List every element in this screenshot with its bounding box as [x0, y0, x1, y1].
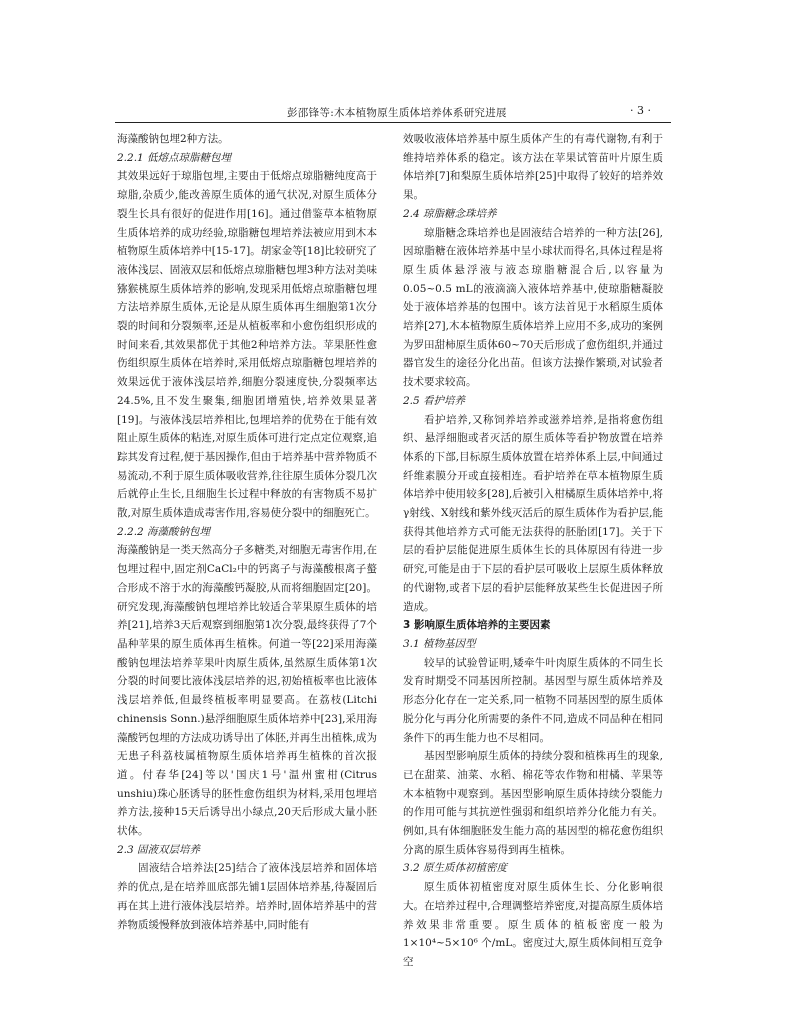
section-heading-2-5: 2.5 看护培养: [403, 394, 466, 407]
page-header: [115, 104, 671, 123]
paragraph-3-1-b: 基因型影响原生质体的持续分裂和植株再生的现象,已在甜菜、油菜、水稻、棉花等农作物和柑橘、苹果等木本植物中观察到。基因型影响原生质体持续分裂能力的作用可能与其抗逆性强弱和组织培养分化能力有关。例如,具有体细胞胚发生能力高的基因型的棉花愈伤组织分离的原生质体容易得到再生植株。: [403, 750, 663, 856]
paragraph-intro: 海藻酸钠包埋2种方法。: [117, 133, 229, 145]
section-heading-2-2-1: 2.2.1 低熔点琼脂糖包埋: [117, 151, 232, 164]
paragraph-continued: 效吸收液体培养基中原生质体产生的有毒代谢物,有利于维持培养体系的稳定。该方法在苹果试管苗叶片原生质体培养[7]和梨原生质体培养[25]中取得了较好的培养效果。: [403, 133, 663, 202]
running-title: 彭邵锋等:木本植物原生质体培养体系研究进展: [287, 107, 507, 119]
section-heading-3-1: 3.1 植物基因型: [403, 637, 476, 650]
section-heading-2-4: 2.4 琼脂糖念珠培养: [403, 207, 497, 220]
paragraph-2-4: 琼脂糖念珠培养也是固液结合培养的一种方法[26],因琼脂糖在液体培养基中呈小球状而得名,具体过程是将原生质体悬浮液与液态琼脂糖混合后,以容量为0.05~0.5 mL的液滴滴入液体培养基中,使琼脂糖凝胶处于液体培养基的包围中。该方法首见于水稻原生质体培养[27],木本植物原生质体培养上应用不多,成功的案例为罗田甜柿原生质体60~70天后形成了愈伤组织,并通过器官发生的途径分化出苗。但该方法操作繁琐,对试验者技术要求较高。: [403, 226, 663, 389]
paragraph-3-1-a: 较早的试验曾证明,矮牵牛叶肉原生质体的不同生长发育时期受不同基因所控制。基因型与原生质体培养及形态分化存在一定关系,同一植物不同基因型的原生质体脱分化与再分化所需要的条件不同,造成不同品种在相同条件下的再生能力也不尽相同。: [403, 656, 663, 744]
paragraph-2-2-2: 海藻酸钠是一类天然高分子多糖类,对细胞无毒害作用,在包埋过程中,固定剂CaCl₂中的钙离子与海藻酸根离子螯合形成不溶于水的海藻酸钙凝胶,从而将细胞固定[20]。研究发现,海藻酸钠包埋培养比较适合苹果原生质体的培养[21],培养3天后观察到细胞第1次分裂,最终获得了7个晶种苹果的原生质体再生植株。何道一等[22]采用海藻酸钠包埋法培养苹果叶肉原生质体,虽然原生质体第1次分裂的时间要比液体浅层培养的迟,初始植板率也比液体浅层培养低,但最终植板率明显要高。在荔枝(Litchi chinensis Sonn.)悬浮细胞原生质体培养中[23],采用海藻酸钙包埋的方法成功诱导出了体胚,并再生出植株,成为无患子科荔枝属植物原生质体培养再生植株的首次报道。付春华[24]等以'国庆1号'温州蜜柑(Citrus unshiu)珠心胚诱导的胚性愈伤组织为材料,采用包埋培养方法,接种15天后诱导出小绿点,20天后形成大量小胚状体。: [117, 544, 377, 838]
page-number: · 3 ·: [630, 104, 651, 117]
section-heading-3: 3 影响原生质体培养的主要因素: [403, 619, 551, 632]
section-heading-2-2-2: 2.2.2 海藻酸钠包埋: [117, 525, 211, 538]
paragraph-2-3: 固液结合培养法[25]结合了液体浅层培养和固体培养的优点,是在培养皿底部先铺1层固体培养基,待凝固后再在其上进行液体浅层培养。培养时,固体培养基中的营养物质缓慢释放到液体培养基中,同时能有: [117, 862, 377, 931]
left-column: [117, 130, 377, 934]
paragraph-2-2-1: 其效果远好于琼脂包埋,主要由于低熔点琼脂糖纯度高于琼脂,杂质少,能改善原生质体的通气状况,对原生质体分裂生长具有很好的促进作用[16]。通过借鉴草本植物原生质体培养的成功经验,琼脂糖包埋培养法被应用到木本植物原生质体培养中[15-17]。胡家金等[18]比较研究了液体浅层、固液双层和低熔点琼脂糖包埋3种方法对美味猕猴桃原生质体培养的影响,发现采用低熔点琼脂糖包埋方法培养原生质体,无论是从原生质体再生细胞第1次分裂的时间和分裂频率,还是从植板率和小愈伤组织形成的时间来看,其效果都优于其他2种培养方法。苹果胚性愈伤组织原生质体在培养时,采用低熔点琼脂糖包埋培养的效果远优于液体浅层培养,细胞分裂速度快,分裂频率达24.5%,且不发生聚集,细胞团增殖快,培养效果显著[19]。与液体浅层培养相比,包埋培养的优势在于能有效阻止原生质体的粘连,对原生质体可进行定点定位观察,追踪其发育过程,便于基因操作,但由于培养基中营养物质不易流动,不利于原生质体吸收营养,往往原生质体分裂几次后就停止生长,且细胞生长过程中释放的有害物质不易扩散,对原生质体造成毒害作用,容易使分裂中的细胞死亡。: [117, 170, 377, 520]
paragraph-2-5: 看护培养,又称饲养培养或滋养培养,是指将愈伤组织、悬浮细胞或者灭活的原生质体等看护物放置在培养体系的下部,目标原生质体放置在培养体系上层,中间通过纤维素膜分开或直接相连。看护培养在草本植物原生质体培养中使用较多[28],后被引入柑橘原生质体培养中,将γ射线、X射线和紫外线灭活后的原生质体作为看护层,能获得其他培养方式可能无法获得的胚胎团[17]。关于下层的看护层能促进原生质体生长的具体原因有待进一步研究,可能是由于下层的看护层可吸收上层原生质体释放的代谢物,或者下层的看护层能释放某些生长促进因子所造成。: [403, 413, 663, 613]
right-column: [403, 130, 663, 972]
section-heading-3-2: 3.2 原生质体初植密度: [403, 862, 508, 875]
section-heading-2-3: 2.3 固液双层培养: [117, 843, 201, 856]
paragraph-3-2: 原生质体初植密度对原生质体生长、分化影响很大。在培养过程中,合理调整培养密度,对提高原生质体培养效果非常重要。原生质体的植板密度一般为1×10⁴~5×10⁶ 个/mL。密度过大,原生质体间相互竞争空: [403, 881, 663, 968]
